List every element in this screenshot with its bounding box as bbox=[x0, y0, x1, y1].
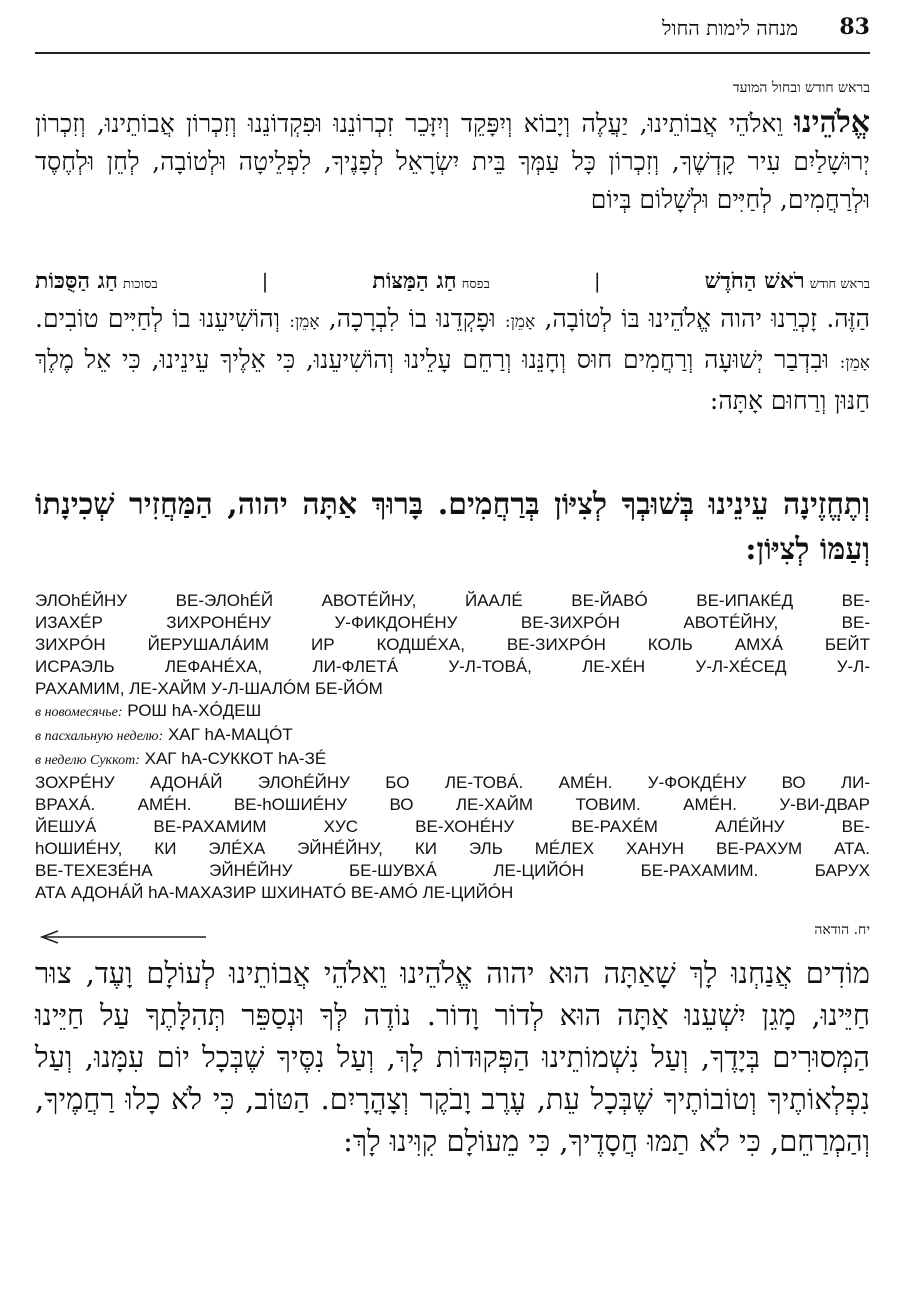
yaaleh-veyavo-paragraph bbox=[35, 104, 870, 219]
arrow-left-icon bbox=[38, 930, 208, 944]
russian-transliteration bbox=[35, 590, 870, 904]
zochrenu-paragraph bbox=[35, 300, 870, 419]
translit-holiday-rosh-chodesh bbox=[35, 700, 870, 724]
zochrenu-phrase-1: הַזֶּה. זָכְרֵנוּ יהוה אֱלֹהֵינוּ בּוֹ לְטוֹבָה, bbox=[544, 304, 871, 333]
translit-label: в неделю Суккот: bbox=[35, 753, 140, 768]
translit-line: АТА АДОНÁЙ hА-МАХАЗИР ШХИНАТÓ ВЕ-АМÓ ЛЕ-ЦИЙÓН bbox=[35, 883, 514, 902]
running-title: מנחה לימות החול bbox=[662, 16, 798, 40]
holiday-tag-sukkot: בסוכות bbox=[123, 277, 158, 292]
translit-line: ИЗАХÉР ЗИХРОНÉНУ У-ФИКДОНÉНУ ВЕ-ЗИХРÓН АВОТÉЙНУ, ВЕ- bbox=[35, 613, 870, 632]
translit-holiday-sukkot bbox=[35, 748, 870, 772]
amen-response: אָמֵן: bbox=[504, 312, 536, 332]
holiday-pesach: חַג הַמַּצּוֹת bbox=[372, 268, 457, 294]
translit-holiday-pesach bbox=[35, 724, 870, 748]
translit-value: ХАГ hА-СУККОТ hА-ЗÉ bbox=[144, 749, 327, 768]
translit-value: РОШ hА-ХÓДЕШ bbox=[127, 701, 262, 720]
header-divider bbox=[35, 52, 870, 54]
translit-line: ЙЕШУÁ ВЕ-РАХАМИМ ХУС ВЕ-ХОНÉНУ ВЕ-РАХÉМ АЛÉЙНУ ВЕ- bbox=[35, 817, 870, 836]
translit-label: в пасхальную неделю: bbox=[35, 729, 164, 744]
holiday-separator: | bbox=[261, 269, 269, 293]
amen-response: אָמֵן: bbox=[289, 312, 320, 332]
holiday-tag-pesach: בפסח bbox=[461, 277, 490, 292]
holiday-separator: | bbox=[593, 269, 601, 293]
amen-response: אָמֵן: bbox=[839, 353, 870, 373]
translit-line: ИСРАЭЛЬ ЛЕФАНÉХА, ЛИ-ФЛЕТÁ У-Л-ТОВÁ, ЛЕ-ХÉН У-Л-ХÉСЕД У-Л- bbox=[35, 657, 870, 676]
translit-line: ВЕ-ТЕХЕЗÉНА ЭЙНÉЙНУ БЕ-ШУВХÁ ЛЕ-ЦИЙÓН БЕ-РАХАМИМ. БАРУХ bbox=[35, 861, 870, 880]
holiday-sukkot: חַג הַסֻּכּוֹת bbox=[35, 268, 118, 294]
translit-line: ВРАХÁ. АМÉН. ВЕ-hОШИÉНУ ВО ЛЕ-ХАЙМ ТОВИМ. АМÉН. У-ВИ-ДВАР bbox=[35, 795, 870, 814]
holiday-insertions bbox=[35, 268, 870, 294]
zochrenu-phrase-2: וּפָקְדֵנוּ בוֹ לִבְרָכָה, bbox=[328, 304, 496, 333]
page-number: 83 bbox=[839, 14, 870, 40]
translit-label: в новомесячье: bbox=[35, 705, 123, 720]
holiday-tag-rosh-chodesh: בראש חודש bbox=[809, 277, 870, 292]
translit-line: ЗОХРÉНУ АДОНÁЙ ЭЛОhÉЙНУ БО ЛЕ-ТОВÁ. АМÉН. У-ФОКДÉНУ ВО ЛИ- bbox=[35, 773, 870, 792]
page-header bbox=[35, 14, 870, 48]
holiday-rosh-chodesh: רֹאשׁ הַחֹדֶשׁ bbox=[704, 268, 805, 294]
rubric-rosh-chodesh-chol-hamoed: בראש חודש ובחול המועד bbox=[732, 80, 870, 96]
translit-line: ЗИХРÓН ЙЕРУШАЛÁИМ ИР КОДШÉХА, ВЕ-ЗИХРÓН КОЛЬ АМХÁ БЕЙТ bbox=[35, 635, 870, 654]
lead-word: אֱלֹהֵינוּ bbox=[794, 105, 870, 140]
rubric-hodaah: יח. הודאה bbox=[814, 922, 870, 938]
translit-line: ЭЛОhÉЙНУ ВЕ-ЭЛОhÉЙ АВОТÉЙНУ, ЙААЛÉ ВЕ-ЙАВÓ ВЕ-ИПАКÉД ВЕ- bbox=[35, 591, 870, 610]
zochrenu-phrase-4: וּבִדְבַר יְשׁוּעָה וְרַחֲמִים חוּס וְחָנֵּנוּ וְרַחֵם עָלֵינוּ וְהוֹשִׁיעֵנוּ, כִּי אֵלֶיךָ עֵינֵינוּ, כִּי אֵל מֶלֶךְ חַנּוּן וְרַחוּם אָתָּה: bbox=[35, 345, 870, 415]
translit-value: ХАГ hА-МАЦÓТ bbox=[167, 725, 293, 744]
vetechezena-blessing: וְתֶחֱזֶינָה עֵינֵינוּ בְּשׁוּבְךָ לְצִיּוֹן בְּרַחֲמִים. בָּרוּךְ אַתָּה יהוה, הַמַּחֲזִיר שְׁכִינָתוֹ וְעַמּוֹ לְצִיּוֹן: bbox=[35, 487, 870, 567]
translit-line: hОШИÉНУ, КИ ЭЛÉХА ЭЙНÉЙНУ, КИ ЭЛЬ МÉЛЕХ ХАНУН ВЕ-РАХУМ АТА. bbox=[35, 839, 870, 858]
translit-line: РАХАМИМ, ЛЕ-ХАЙМ У-Л-ШАЛÓМ БЕ-ЙÓМ bbox=[35, 679, 383, 698]
modim-paragraph: מוֹדִים אֲנַחְנוּ לָךְ שָׁאַתָּה הוּא יהוה אֱלֹהֵינוּ וֵאלֹהֵי אֲבוֹתֵינוּ לְעוֹלָם וָעֶד, צוּר חַיֵּינוּ, מָגֵן יִשְׁעֵנוּ אַתָּה הוּא לְדוֹר וָדוֹר. נוֹדֶה לְּךָ וּנְסַפֵּר תְּהִלָּתֶךָ עַל חַיֵּינוּ הַמְּסוּרִים בְּיָדֶךָ, וְעַל נִשְׁמוֹתֵינוּ הַפְּקוּדוֹת לָךְ, וְעַל נִסֶּיךָ שֶׁבְּכָל יוֹם עִמָּנוּ, וְעַל נִפְלְאוֹתֶיךָ וְטוֹבוֹתֶיךָ שֶׁבְּכָל עֵת, עֶרֶב וָבֹקֶר וְצָהֳרָיִם. הַטּוֹב, כִּי לֹא כָלוּ רַחֲמֶיךָ, וְהַמְרַחֵם, כִּי לֹא תַמּוּ חֲסָדֶיךָ, כִּי מֵעוֹלָם קִוִּינוּ לָךְ: bbox=[35, 956, 870, 1158]
zochrenu-phrase-3: וְהוֹשִׁיעֵנוּ בוֹ לְחַיִּים טוֹבִים. bbox=[35, 304, 281, 333]
yaaleh-veyavo-text: וֵאלֹהֵי אֲבוֹתֵינוּ, יַעֲלֶה וְיָבוֹא וְיִפָּקֵד וְיִזָּכֵר זִכְרוֹנֵנוּ וּפִקְדוֹנֵנוּ וְזִכְרוֹן אֲבוֹתֵינוּ, וְזִכְרוֹן יְרוּשָׁלַיִם עִיר קָדְשֶׁךָ, וְזִכְרוֹן כָּל עַמְּךָ בֵּית יִשְׂרָאֵל לְפָנֶיךָ, לִפְלֵיטָה וּלְטוֹבָה, לְחֵן וּלְחֶסֶד וּלְרַחֲמִים, לְחַיִּים וּלְשָׁלוֹם בְּיוֹם bbox=[35, 109, 870, 214]
